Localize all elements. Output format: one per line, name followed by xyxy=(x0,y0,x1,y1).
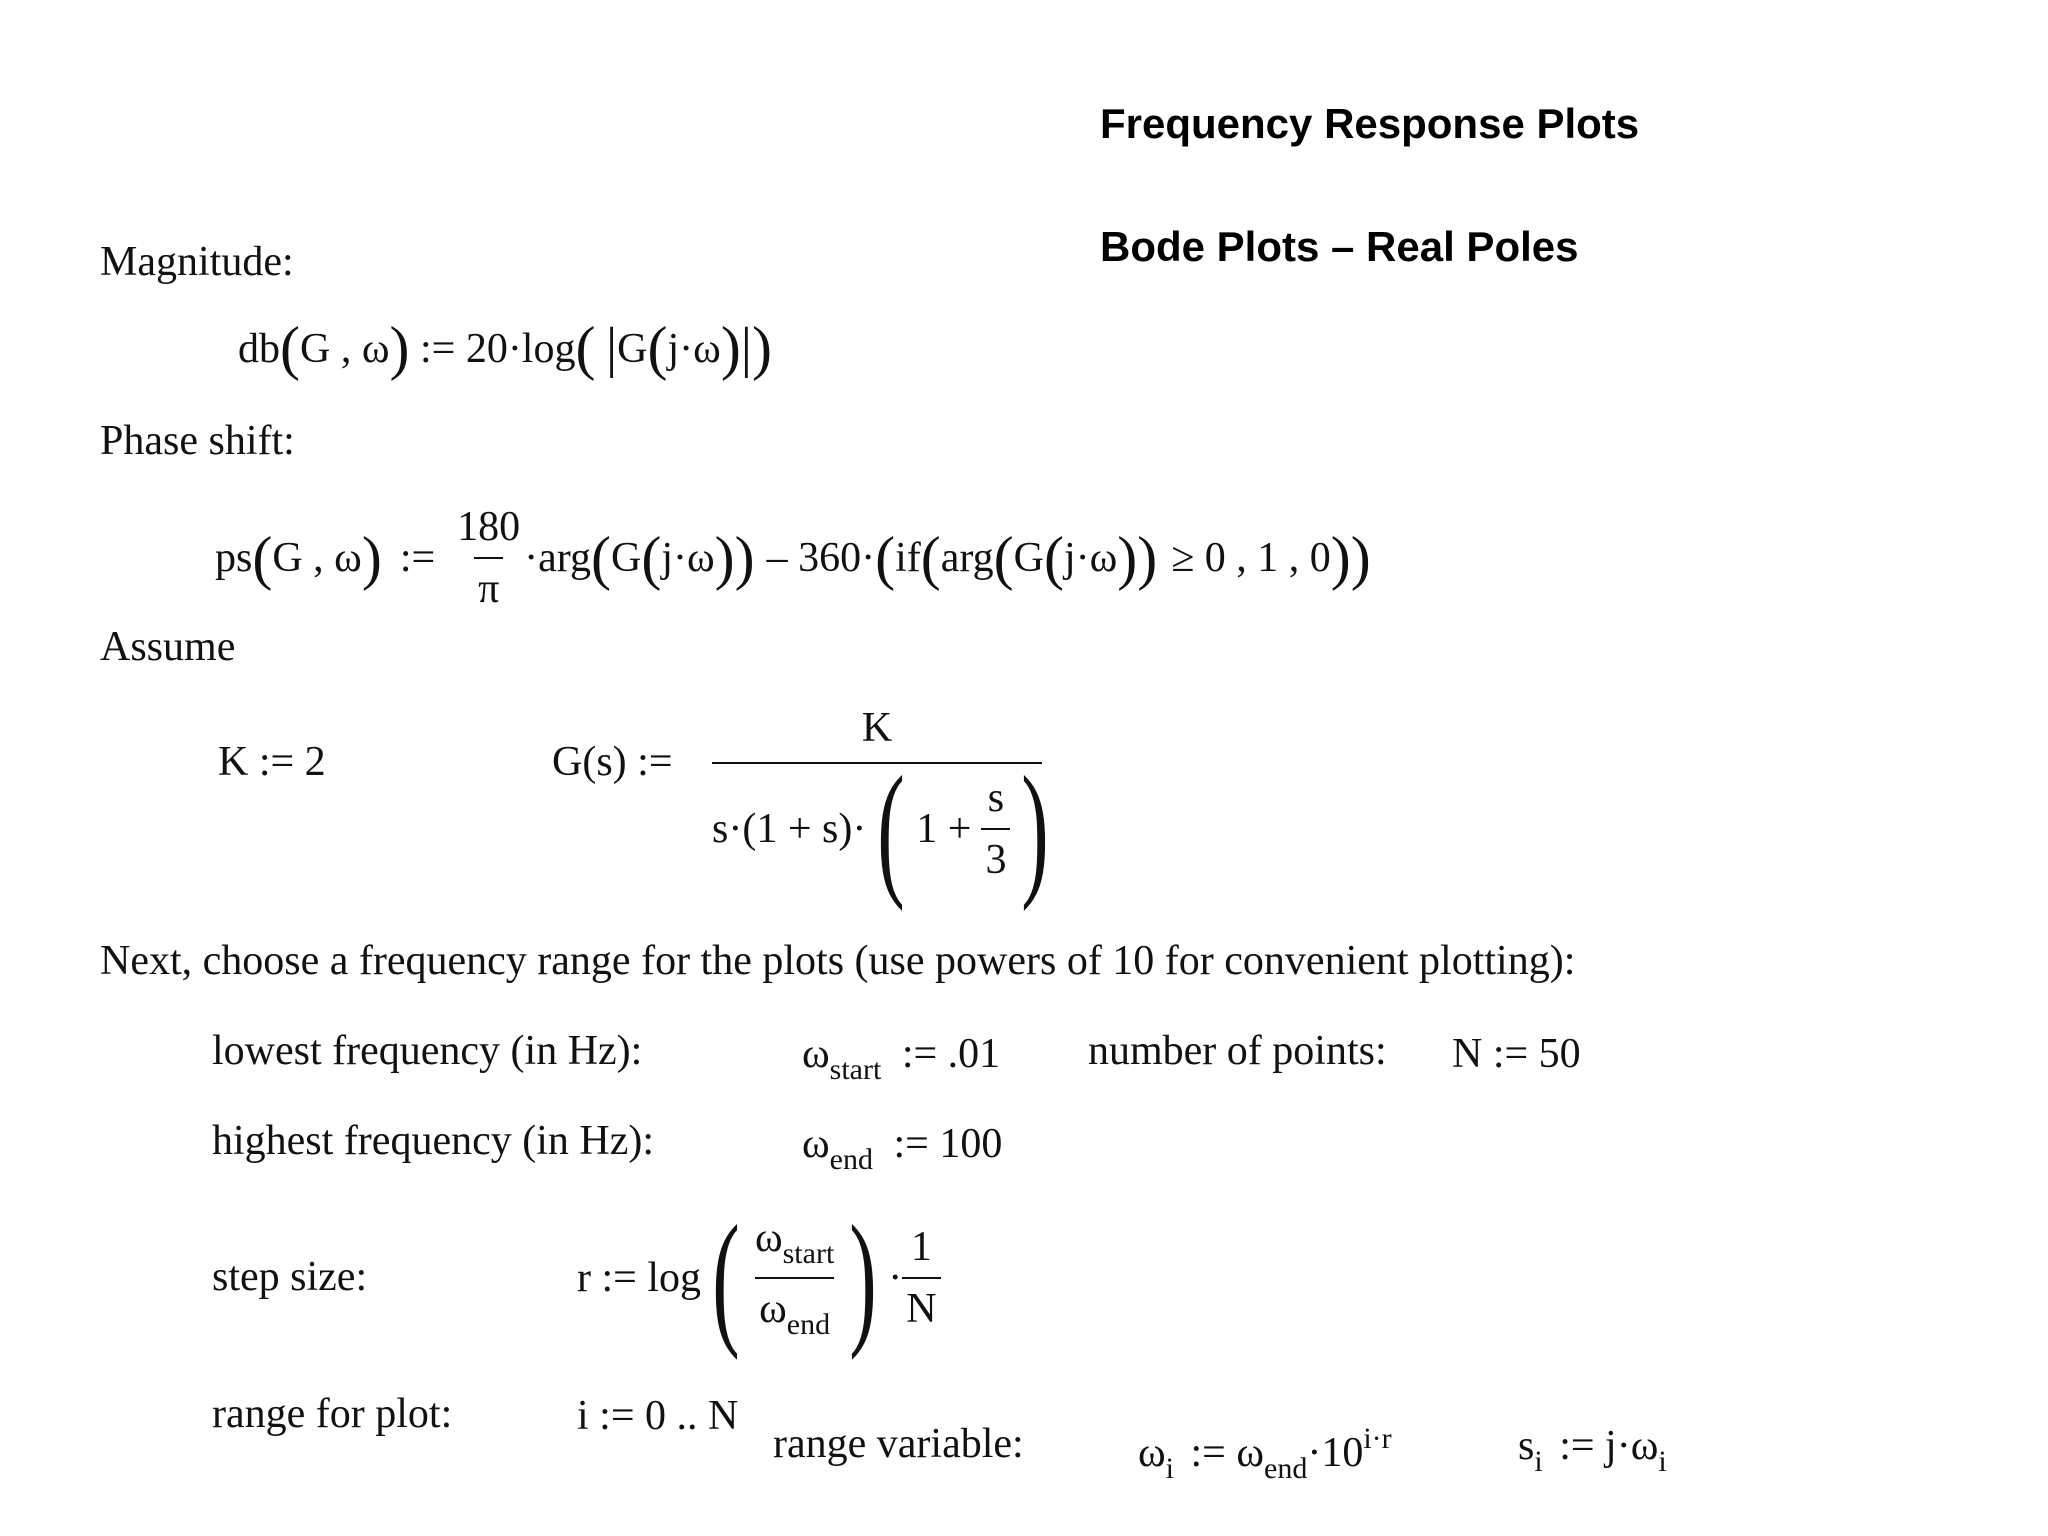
page-subtitle: Bode Plots – Real Poles xyxy=(1100,223,1579,270)
g-den-frac-num: s xyxy=(987,775,1005,821)
highest-frequency-label: highest frequency (in Hz): xyxy=(212,1118,655,1164)
step-factor: $\frac{1}{N}$ xyxy=(902,1223,940,1333)
magnitude-inner: G xyxy=(617,326,648,372)
phase-if: if xyxy=(895,535,921,581)
plot-range-label: range for plot: xyxy=(212,1391,453,1437)
step-size-formula: r := log ( $\frac{\omega_{start}}{\omega_{end}}$ ) · $\frac{1}{N}$ xyxy=(577,1198,941,1358)
phase-arg-fn: ·arg xyxy=(524,535,592,581)
phase-lhs: ps xyxy=(215,535,253,581)
magnitude-inner-arg: j·ω xyxy=(667,326,721,372)
omega-end-definition: $\omega_{end}$ := 100 xyxy=(802,1121,1003,1176)
phase-minus: – 360· xyxy=(766,535,876,581)
g-den-inner: 1 + xyxy=(916,806,972,852)
g-lhs: G(s) := xyxy=(552,739,673,785)
g-numerator: K xyxy=(861,705,893,751)
phase-arg-fn2: arg xyxy=(940,535,994,581)
step-lhs: r := log xyxy=(577,1255,702,1301)
phase-fraction xyxy=(453,503,524,613)
phase-assign: := xyxy=(399,535,436,581)
magnitude-formula: db(G , ω) := 20·log( |G(j·ω)|) xyxy=(238,315,772,381)
magnitude-assign: := xyxy=(419,326,456,372)
magnitude-lhs: db xyxy=(238,326,280,372)
omega-i-definition: $\omega_i$ := $\omega_{end}\cdot 10^{i\cdot r}$ xyxy=(1138,1422,1392,1485)
assume-label: Assume xyxy=(100,624,236,670)
step-ratio: $\frac{\omega_{start}}{\omega_{end}}$ xyxy=(754,1215,835,1341)
magnitude-coef: 20·log xyxy=(465,326,576,372)
lowest-frequency-label: lowest frequency (in Hz): xyxy=(212,1028,643,1074)
magnitude-label: Magnitude: xyxy=(100,239,294,285)
step-size-label: step size: xyxy=(212,1254,368,1300)
range-intro: Next, choose a frequency range for the plots (use powers of 10 for convenient plotting): xyxy=(100,938,1576,984)
g-den-frac-den: 3 xyxy=(981,828,1010,884)
g-den-prefix: s·(1 + s)· xyxy=(712,806,867,852)
phase-frac-den: π xyxy=(474,557,503,613)
g-den-fraction xyxy=(981,774,1010,884)
phase-g-arg: j·ω xyxy=(661,535,715,581)
phase-g2: G xyxy=(1013,535,1044,581)
phase-frac-num: 180 xyxy=(457,504,521,550)
points-label: number of points: xyxy=(1088,1028,1387,1074)
phase-g2-arg: j·ω xyxy=(1063,535,1118,581)
points-definition: N := 50 xyxy=(1452,1031,1581,1077)
g-denominator: s·(1 + s)· ( 1 + $\frac{s}{3}$ ) xyxy=(712,745,1050,912)
magnitude-args: G , ω xyxy=(299,326,390,372)
phase-label: Phase shift: xyxy=(100,418,295,464)
plot-range-definition: i := 0 .. N xyxy=(577,1393,739,1439)
phase-cond: ≥ 0 , 1 , 0 xyxy=(1171,535,1331,581)
page-title: Frequency Response Plots xyxy=(1100,100,1640,147)
phase-g: G xyxy=(611,535,642,581)
omega-start-definition: $\omega_{start}$ := .01 xyxy=(802,1031,1001,1086)
k-definition: K := 2 xyxy=(218,739,326,785)
range-variable-label: range variable: xyxy=(773,1421,1024,1467)
s-i-definition: $s_i$ := $j\cdot\omega_i$ xyxy=(1518,1423,1667,1478)
phase-args: G , ω xyxy=(272,535,362,581)
phase-formula: ps ( G , ω ) := $\frac{180}{\pi}$ ·arg ( G ( j·ω )) – 360· ( if ( arg ( G ( j·ω )) ≥ 0 , 1 , 0 )) xyxy=(215,504,1371,612)
